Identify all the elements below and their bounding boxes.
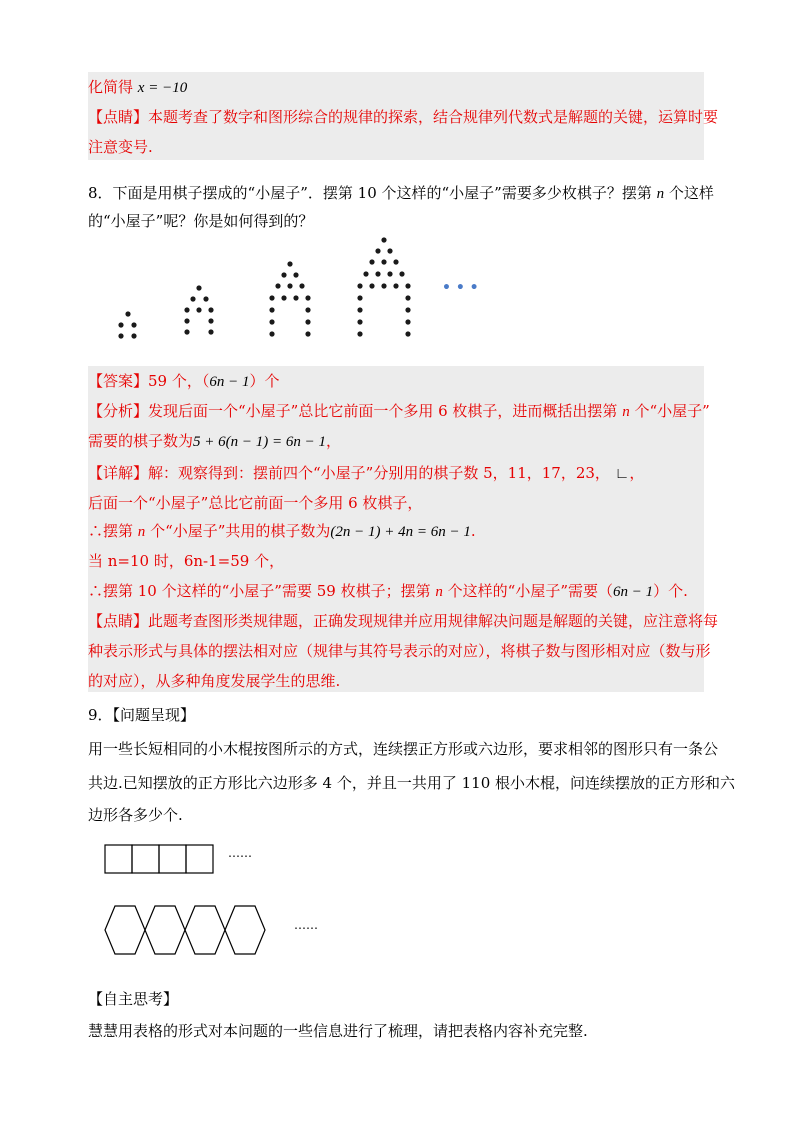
- piece: [196, 307, 201, 312]
- q8-detail-line-3: [88, 516, 476, 547]
- q9-body-line-3: 边形各多少个.: [88, 806, 183, 824]
- analysis-n: n: [622, 404, 630, 420]
- comment-text: 本题考查了数字和图形综合的规律的探索，结合规律列代数式是解题的关键，运算时要: [148, 108, 719, 126]
- detail-n-5: n: [435, 584, 443, 600]
- q8-stem-line-1: [88, 178, 714, 209]
- q8-analysis-line-2: [88, 426, 341, 457]
- piece: [363, 271, 368, 276]
- piece: [269, 331, 274, 336]
- analysis-text-a: 发现后面一个“小屋子”总比它前面一个多用 6 枚棋子，进而概括出摆第: [148, 402, 618, 420]
- detail-text-5a: ∴摆第 10 个这样的“小屋子”需要 59 枚棋子；摆第: [88, 582, 431, 600]
- piece: [375, 271, 380, 276]
- piece: [357, 319, 362, 324]
- square: [105, 845, 132, 873]
- square: [186, 845, 213, 873]
- piece: [203, 296, 208, 301]
- detail-text-1-end: ，: [629, 464, 645, 482]
- piece: [381, 283, 386, 288]
- piece: [299, 283, 304, 288]
- detail-text-1: 解：观察得到：摆前四个“小屋子”分别用的棋子数 5，11，17，23，: [148, 464, 610, 482]
- square: [159, 845, 186, 873]
- piece: [281, 272, 286, 277]
- q8-stem-line-2: 的“小屋子”呢？你是如何得到的？: [88, 212, 314, 230]
- houses-ellipsis: • • •: [442, 280, 479, 296]
- q8-detail-line-5: [88, 576, 688, 607]
- piece: [387, 271, 392, 276]
- piece: [305, 307, 310, 312]
- answer-math: 6n − 1: [209, 374, 250, 390]
- q8-answer-line: [88, 366, 280, 397]
- analysis-tag: 【分析】: [88, 402, 149, 420]
- piece: [281, 295, 286, 300]
- piece: [369, 259, 374, 264]
- detail-math-5: 6n − 1: [613, 584, 654, 600]
- piece: [184, 318, 189, 323]
- piece: [393, 283, 398, 288]
- prev-simplify-line: [88, 72, 187, 103]
- q8-comment-line-3: 的对应），从多种角度发展学生的思维.: [88, 672, 341, 690]
- piece: [208, 329, 213, 334]
- comment-tag: 【点睛】: [88, 108, 149, 126]
- piece: [208, 307, 213, 312]
- piece: [131, 322, 136, 327]
- q9-title: 9．【问题呈现】: [88, 706, 196, 724]
- comment-text-1: 此题考查图形类规律题，正确发现规律并应用规律解决问题是解题的关键，应注意将每: [148, 612, 719, 630]
- q8-detail-line-2: 后面一个“小屋子”总比它前面一个多用 6 枚棋子，: [88, 494, 423, 512]
- piece: [305, 331, 310, 336]
- piece: [381, 237, 386, 242]
- hexagon: [185, 906, 225, 954]
- q9-think-title: 【自主思考】: [88, 990, 179, 1008]
- piece: [357, 307, 362, 312]
- simplify-math: x = −10: [137, 80, 188, 96]
- q8-stem-n: n: [656, 186, 665, 202]
- analysis-text-b: 个“小屋子”: [634, 402, 710, 420]
- detail-math-3: (2n − 1) + 4n = 6n − 1: [330, 524, 471, 540]
- hexagons-ellipsis: ……: [294, 918, 318, 932]
- piece: [405, 295, 410, 300]
- piece: [293, 272, 298, 277]
- analysis-text-d: ，: [326, 432, 342, 450]
- prev-comment-line-1: [88, 102, 718, 132]
- squares-figure: [104, 844, 216, 876]
- hexagon: [145, 906, 185, 954]
- q8-detail-line-1: [88, 458, 644, 489]
- piece: [269, 295, 274, 300]
- detail-tag: 【详解】: [88, 464, 149, 482]
- q8-comment-line-1: [88, 606, 718, 636]
- answer-text-a: 59 个，（: [148, 372, 210, 390]
- piece: [184, 329, 189, 334]
- piece: [405, 307, 410, 312]
- piece: [357, 295, 362, 300]
- analysis-math: 5 + 6(n − 1) = 6n − 1: [193, 434, 326, 450]
- analysis-text-c: 需要的棋子数为: [88, 432, 194, 450]
- detail-text-3-end: .: [470, 522, 476, 540]
- q9-body-line-1: 用一些长短相同的小木棍按图所示的方式，连续摆正方形或六边形，要求相邻的图形只有一条公: [88, 740, 719, 758]
- piece: [393, 259, 398, 264]
- q9-body-line-2: 共边.已知摆放的正方形比六边形多 4 个，并且一共用了 110 根小木棍，问连续摆放的正方形和六: [88, 774, 736, 792]
- piece: [405, 331, 410, 336]
- q9-think-body: 慧慧用表格的形式对本问题的一些信息进行了梳理，请把表格内容补充完整.: [88, 1022, 588, 1040]
- square: [132, 845, 159, 873]
- piece: [269, 319, 274, 324]
- prev-comment-line-2: 注意变号.: [88, 138, 153, 156]
- piece: [125, 311, 130, 316]
- piece: [293, 295, 298, 300]
- piece: [357, 331, 362, 336]
- piece: [287, 261, 292, 266]
- piece: [405, 319, 410, 324]
- piece: [118, 322, 123, 327]
- q8-analysis-line-1: [88, 396, 710, 427]
- q8-detail-line-4: 当 n=10 时，6n-1=59 个，: [88, 552, 285, 570]
- piece: [131, 333, 136, 338]
- detail-text-3a: ∴摆第: [88, 522, 134, 540]
- piece: [118, 333, 123, 338]
- houses-figure: [110, 232, 490, 352]
- detail-symbol: ∟: [614, 466, 630, 482]
- simplify-prefix: 化简得: [88, 78, 134, 96]
- piece: [269, 307, 274, 312]
- piece: [381, 259, 386, 264]
- answer-text-b: ）个: [249, 372, 280, 390]
- q8-comment-line-2: 种表示形式与具体的摆法相对应（规律与其符号表示的对应），将棋子数与图形相对应（数与形: [88, 642, 711, 660]
- piece: [208, 318, 213, 323]
- detail-text-3b: 个“小屋子”共用的棋子数为: [150, 522, 331, 540]
- piece: [287, 283, 292, 288]
- piece: [375, 248, 380, 253]
- piece: [405, 283, 410, 288]
- answer-tag: 【答案】: [88, 372, 149, 390]
- hexagons-figure: [104, 904, 274, 956]
- piece: [196, 285, 201, 290]
- piece: [275, 283, 280, 288]
- q8-stem-a: 8．下面是用棋子摆成的“小屋子”．摆第 10 个这样的“小屋子”需要多少枚棋子？摆第: [88, 184, 652, 202]
- piece: [387, 248, 392, 253]
- piece: [305, 319, 310, 324]
- piece: [305, 295, 310, 300]
- detail-n-3: n: [137, 524, 146, 540]
- q8-stem-b: 个这样: [668, 184, 714, 202]
- piece: [357, 283, 362, 288]
- piece: [369, 283, 374, 288]
- piece: [399, 271, 404, 276]
- detail-text-5-end: ）个.: [653, 582, 688, 600]
- comment-tag: 【点睛】: [88, 612, 149, 630]
- detail-text-5b: 个这样的“小屋子”需要（: [447, 582, 613, 600]
- squares-ellipsis: ……: [228, 846, 252, 860]
- piece: [190, 296, 195, 301]
- piece: [184, 307, 189, 312]
- hexagon: [105, 906, 145, 954]
- hexagon: [225, 906, 265, 954]
